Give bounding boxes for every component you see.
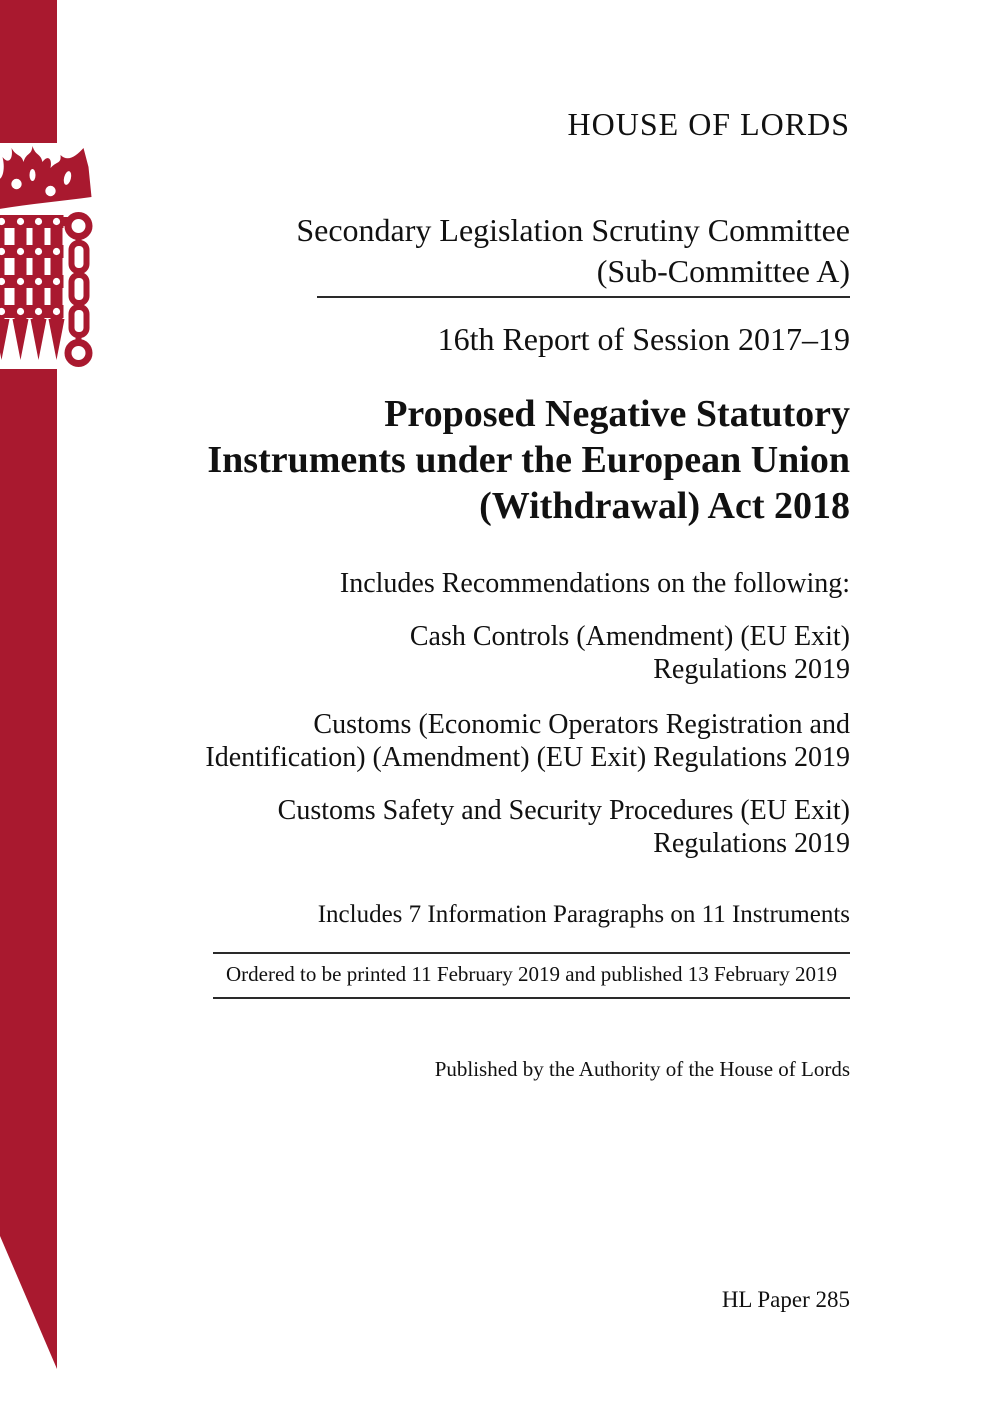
red-stripe-bottom xyxy=(0,369,57,1369)
committee-name xyxy=(120,210,850,292)
committee-name-line1: Secondary Legislation Scrutiny Committee xyxy=(296,212,850,248)
instrument-item-3 xyxy=(120,794,850,860)
report-session-line: 16th Report of Session 2017–19 xyxy=(437,321,850,357)
report-title-line3: (Withdrawal) Act 2018 xyxy=(479,485,850,527)
report-title-line1: Proposed Negative Statutory xyxy=(384,393,850,435)
ordered-rule-top xyxy=(213,952,850,954)
header-rule xyxy=(317,296,850,298)
ordered-rule-bottom xyxy=(213,997,850,999)
published-authority-line: Published by the Authority of the House of Lords xyxy=(434,1057,850,1081)
instrument-item-1-line2: Regulations 2019 xyxy=(653,654,850,685)
instrument-item-2-line1: Customs (Economic Operators Registration and xyxy=(313,709,850,740)
instrument-item-1-line1: Cash Controls (Amendment) (EU Exit) xyxy=(409,621,850,652)
crowned-portcullis-icon xyxy=(0,145,96,369)
information-paragraphs-line: Includes 7 Information Paragraphs on 11 Instruments xyxy=(317,901,850,928)
instrument-item-2 xyxy=(120,708,850,774)
ordered-printed-line: Ordered to be printed 11 February 2019 and published 13 February 2019 xyxy=(226,962,837,986)
house-header: HOUSE OF LORDS xyxy=(567,106,850,142)
includes-recommendations-line: Includes Recommendations on the following: xyxy=(339,568,850,599)
instrument-item-3-line2: Regulations 2019 xyxy=(653,828,850,859)
instrument-item-2-line2: Identification) (Amendment) (EU Exit) Regulations 2019 xyxy=(205,742,850,773)
red-stripe-top xyxy=(0,0,57,143)
instrument-item-3-line1: Customs Safety and Security Procedures (EU Exit) xyxy=(277,795,850,826)
report-title xyxy=(120,391,850,529)
report-title-line2: Instruments under the European Union xyxy=(207,439,850,481)
instrument-item-1 xyxy=(120,620,850,686)
committee-name-line2: (Sub-Committee A) xyxy=(596,253,850,289)
hl-paper-number: HL Paper 285 xyxy=(721,1287,850,1312)
